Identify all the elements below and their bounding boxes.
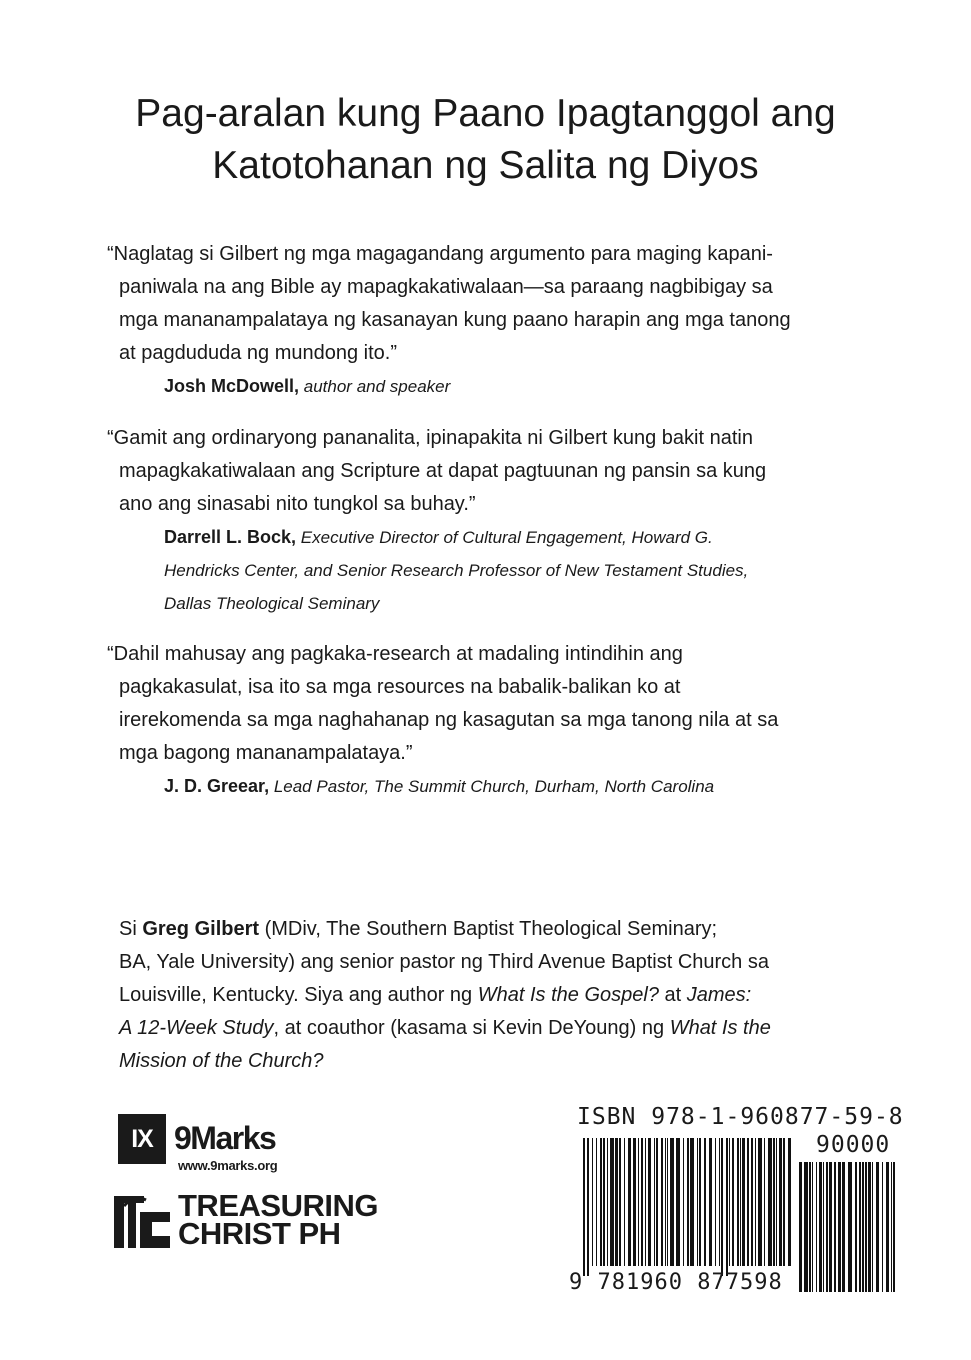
endorsement-line: “Dahil mahusay ang pagkaka-research at madaling intindihin ang	[107, 643, 683, 665]
endorsement-greear	[107, 638, 847, 803]
author-name: Greg Gilbert	[142, 918, 260, 940]
barcode-bar	[740, 1138, 741, 1266]
barcode-bar	[812, 1162, 813, 1292]
bio-text: Louisville, Kentucky. Siya ang author ng	[119, 984, 478, 1006]
barcode-bar	[699, 1138, 701, 1266]
endorsement-line: pagkakasulat, isa ito sa mga resources na babalik-balikan ko at	[119, 676, 681, 698]
barcode-bar	[737, 1138, 739, 1266]
endorsement-line: ano ang sinasabi nito tungkol sa buhay.”	[119, 493, 476, 515]
barcode-bar	[842, 1162, 845, 1292]
ean-digits-left: 781960	[597, 1270, 683, 1295]
barcode-bar	[764, 1138, 765, 1266]
endorser-role: author and speaker	[303, 377, 451, 396]
barcode-bar	[697, 1138, 698, 1266]
book-title: James:	[686, 984, 752, 1006]
barcode-bar	[882, 1162, 883, 1292]
heading-line-2: Katotohanan ng Salita ng Diyos	[212, 144, 759, 187]
endorser-name: J. D. Greear,	[164, 776, 270, 796]
endorsement-line: mapagkakatiwalaan ang Scripture at dapat pagtuunan ng pansin sa kung	[119, 460, 767, 482]
barcode-bar	[779, 1138, 782, 1266]
barcode-bar	[656, 1138, 658, 1266]
barcode-bar	[776, 1138, 777, 1266]
barcode-bar	[862, 1162, 864, 1292]
barcode-bar	[838, 1162, 841, 1292]
endorsement-text	[107, 422, 847, 521]
endorser-name: Darrell L. Bock,	[164, 527, 297, 547]
cover-heading	[0, 88, 971, 192]
endorsement-line: “Naglatag si Gilbert ng mga magagandang argumento para maging kapani-	[107, 243, 773, 265]
isbn-barcode	[563, 1104, 903, 1304]
barcode-bar	[603, 1138, 605, 1266]
barcode-bar	[865, 1162, 867, 1292]
endorser-name: Josh McDowell,	[164, 376, 300, 396]
endorsement-mcdowell	[107, 238, 847, 403]
bio-text: Si	[119, 918, 143, 940]
ean-digit-first: 9	[569, 1270, 584, 1295]
barcode-guard-bar	[721, 1138, 723, 1276]
book-title: Mission of the Church?	[119, 1050, 324, 1072]
barcode-bar	[665, 1138, 666, 1266]
barcode-bar	[788, 1138, 791, 1266]
barcode-bar	[687, 1138, 689, 1266]
endorsement-attribution	[107, 370, 847, 403]
tcph-line: CHRIST PH	[178, 1216, 341, 1251]
barcode-guard-bar	[587, 1138, 589, 1276]
barcode-bar	[755, 1138, 756, 1266]
author-bio	[119, 913, 839, 1078]
endorsement-line: irerekomenda sa mga naghahanap ng kasagutan sa mga tanong nila at sa	[119, 709, 779, 731]
barcode-guard-bar	[583, 1138, 585, 1276]
treasuring-christ-logo	[114, 1188, 394, 1252]
barcode-bar	[819, 1162, 822, 1292]
barcode-bar	[592, 1138, 593, 1266]
barcode-bar	[848, 1162, 852, 1292]
book-title: What Is the Gospel?	[477, 984, 659, 1006]
ean-digits	[569, 1270, 783, 1295]
ninemarks-logo	[118, 1114, 318, 1174]
barcode-bar	[607, 1138, 608, 1266]
bio-text: BA, Yale University) ang senior pastor ng Third Avenue Baptist Church sa	[119, 951, 769, 973]
endorsement-text	[107, 638, 847, 770]
barcode-bar	[709, 1138, 712, 1266]
barcode-bar	[667, 1138, 668, 1266]
barcode-bar	[799, 1162, 802, 1292]
barcode-bar	[816, 1162, 817, 1292]
barcode-bar	[715, 1138, 716, 1266]
barcode-bar	[886, 1162, 889, 1292]
bio-text: at	[658, 984, 687, 1006]
barcode-bar	[829, 1162, 832, 1292]
barcode-bar	[859, 1162, 861, 1292]
barcode-bar	[633, 1138, 636, 1266]
tcph-wordmark	[178, 1188, 378, 1251]
barcode-bar	[893, 1162, 895, 1292]
barcode-bar	[624, 1138, 625, 1266]
barcode-bar	[742, 1138, 745, 1266]
barcode-bar	[891, 1162, 892, 1292]
barcode-bar	[610, 1138, 614, 1266]
barcode-bar	[758, 1138, 762, 1266]
endorsement-line: mga mananampalataya ng kasanayan kung paano harapin ang mga tanong	[119, 309, 791, 331]
endorsement-line: at pagdududa ng mundong ito.”	[119, 342, 397, 364]
barcode-bar	[868, 1162, 871, 1292]
barcode-bar	[638, 1138, 639, 1266]
barcode-bar	[823, 1162, 824, 1292]
barcode-bar	[619, 1138, 621, 1266]
barcode-bar	[628, 1138, 631, 1266]
endorser-role: Hendricks Center, and Senior Research Professor of New Testament Studies,	[164, 561, 749, 580]
ninemarks-url: www.9marks.org	[178, 1158, 278, 1173]
ninemarks-ix-mark: IX	[118, 1114, 166, 1164]
barcode-bar	[645, 1138, 646, 1266]
barcode-bar	[732, 1138, 734, 1266]
endorsement-text	[107, 238, 847, 370]
book-title: What Is the	[669, 1017, 771, 1039]
ean-bars	[583, 1138, 795, 1288]
barcode-bar	[872, 1162, 873, 1292]
endorsement-line: mga bagong mananampalataya.”	[119, 742, 413, 764]
barcode-bar	[804, 1162, 808, 1292]
barcode-bar	[719, 1138, 720, 1266]
barcode-bar	[729, 1138, 730, 1266]
endorsement-attribution	[107, 521, 847, 620]
endorsement-attribution	[107, 770, 847, 803]
barcode-bar	[704, 1138, 706, 1266]
barcode-bar	[600, 1138, 602, 1266]
barcode-bar	[834, 1162, 836, 1292]
bio-text: , at coauthor (kasama si Kevin DeYoung) ng	[273, 1017, 670, 1039]
barcode-bar	[596, 1138, 597, 1266]
endorser-role: Executive Director of Cultural Engagement, Howard G.	[300, 528, 713, 547]
barcode-bar	[683, 1138, 684, 1266]
barcode-bar	[648, 1138, 651, 1266]
barcode-bar	[783, 1138, 785, 1266]
barcode-bar	[855, 1162, 857, 1292]
addon-bars	[799, 1162, 899, 1302]
barcode-bar	[768, 1138, 772, 1266]
book-title: A 12-Week Study	[119, 1017, 274, 1039]
endorsement-line: “Gamit ang ordinaryong pananalita, ipinapakita ni Gilbert kung bakit natin	[107, 427, 753, 449]
ninemarks-name: 9Marks	[174, 1120, 276, 1156]
endorser-role: Dallas Theological Seminary	[164, 594, 380, 613]
barcode-bar	[654, 1138, 655, 1266]
barcode-bar	[661, 1138, 663, 1266]
heading-line-1: Pag-aralan kung Paano Ipagtanggol ang	[135, 92, 836, 135]
barcode-bar	[641, 1138, 643, 1266]
endorsement-line: paniwala na ang Bible ay mapagkakatiwalaan—sa paraang nagbibigay sa	[119, 276, 773, 298]
barcode-bar	[690, 1138, 694, 1266]
barcode-guard-bar	[726, 1138, 728, 1276]
price-code-text: 90000	[816, 1132, 891, 1158]
tcph-line: TREASURING	[178, 1188, 378, 1223]
barcode-bar	[747, 1138, 749, 1266]
barcode-bar	[876, 1162, 879, 1292]
ean-digits-right: 877598	[697, 1270, 783, 1295]
barcode-bar	[751, 1138, 753, 1266]
barcode-bar	[809, 1162, 811, 1292]
endorsement-bock	[107, 422, 847, 620]
barcode-bar	[826, 1162, 828, 1292]
isbn-text: ISBN 978-1-960877-59-8	[577, 1104, 904, 1130]
endorser-role: Lead Pastor, The Summit Church, Durham, North Carolina	[273, 777, 715, 796]
barcode-bar	[670, 1138, 674, 1266]
barcode-bar	[676, 1138, 680, 1266]
bio-text: (MDiv, The Southern Baptist Theological Seminary;	[259, 918, 718, 940]
barcode-bar	[615, 1138, 618, 1266]
tcph-mark-icon	[114, 1192, 174, 1250]
barcode-bar	[773, 1138, 775, 1266]
